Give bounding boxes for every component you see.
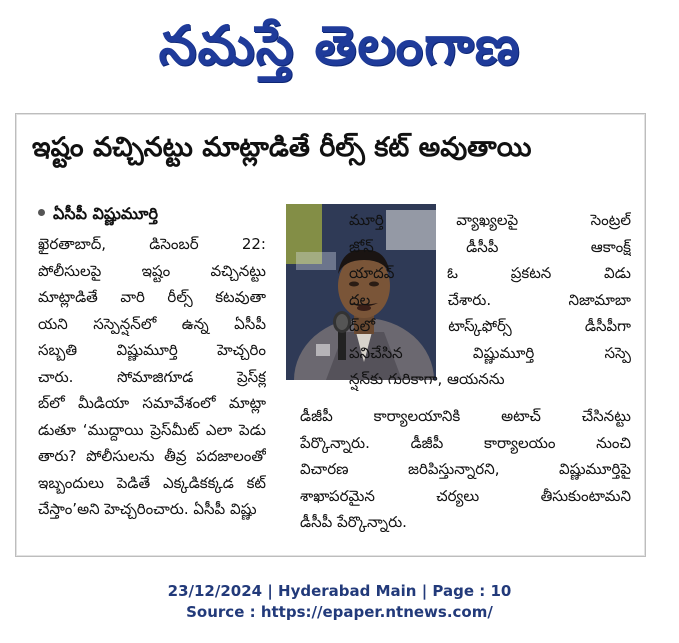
article-headline: ఇష్టం వచ్చినట్టు మాట్లాడితే రీల్స్ కట్ అవుతాయి: [32, 132, 532, 163]
text-line: మూర్తి వ్యాఖ్యలపై సెంట్రల్: [349, 211, 631, 229]
text-line: విచారణ జరిపిస్తున్నారని, విష్ణుమూర్తిపై: [300, 460, 631, 478]
text-line: డుతూ ‘ముద్దాయి ప్రెస్‌మీట్ ఎలా పెడు: [38, 420, 266, 439]
text-line: తారు? పోలీసులను తీవ్ర పదజాలంతో: [38, 447, 266, 465]
text-line: మాట్లాడితే వారి రీల్స్ కటవుతా: [38, 288, 266, 306]
text-line: చేస్తాం’అని హెచ్చరించారు. ఏసీపీ విష్ణు: [38, 500, 257, 518]
footer-source: Source : https://epaper.ntnews.com/: [186, 603, 493, 621]
text-line: దల చేశారు. నిజామాబా: [349, 290, 631, 309]
masthead: [0, 4, 679, 88]
text-line: చారు. సోమాజిగూడ ప్రెస్‌క్ల: [38, 367, 266, 386]
article-byline: [38, 203, 158, 225]
text-line: సబ్బతి విష్ణుమూర్తి హెచ్చరిం: [38, 341, 266, 359]
page-footer: [0, 581, 679, 623]
text-line: యని సస్పెన్షన్‌లో ఉన్న ఏసీపీ: [38, 314, 266, 333]
text-line: శాఖాపరమైన చర్యలు తీసుకుంటామని: [300, 486, 631, 505]
right-column-upper: [349, 207, 631, 393]
text-line: డీసీపీ పేర్కొన్నారు.: [300, 513, 407, 531]
text-line: ఇబ్బందులు పెడితే ఎక్కడికక్కడ కట్: [38, 473, 266, 492]
footer-dateline: 23/12/2024 | Hyderabad Main | Page : 10: [167, 582, 512, 600]
text-line: యాదవ్ ఓ ప్రకటన విడు: [349, 264, 631, 282]
text-line: బ్‌లో మీడియా సమావేశంలో మాట్లా: [38, 394, 266, 412]
left-column: [38, 231, 266, 523]
text-line: పోలీసులపై ఇష్టం వచ్చినట్టు: [38, 261, 266, 280]
bullet-icon: [38, 209, 45, 216]
byline-text: ఏసీపీ విష్ణుమూర్తి: [53, 204, 158, 223]
right-column-lower: [300, 403, 631, 536]
news-clipping: [15, 113, 646, 557]
text-line: ద్‌లో టాస్క్‌ఫోర్స్ డీసీపీగా: [349, 317, 631, 335]
text-line: పేర్కొన్నారు. డీజీపీ కార్యాలయం నుంచి: [300, 433, 631, 452]
newspaper-logo: నమస్తే తెలంగాణ: [158, 14, 521, 77]
text-line: ఖైరతాబాద్, డిసెంబర్ 22:: [38, 235, 266, 253]
text-line: జోన్ డీసీపీ ఆకాంక్ష్: [349, 237, 631, 256]
text-line: న్షన్‌కు గురికాగా, ఆయనను: [349, 370, 505, 388]
text-line: పనిచేసిన విష్ణుమూర్తి సస్పె: [349, 343, 631, 362]
text-line: డీజీపీ కార్యాలయానికి అటాచ్ చేసినట్టు: [300, 407, 631, 425]
